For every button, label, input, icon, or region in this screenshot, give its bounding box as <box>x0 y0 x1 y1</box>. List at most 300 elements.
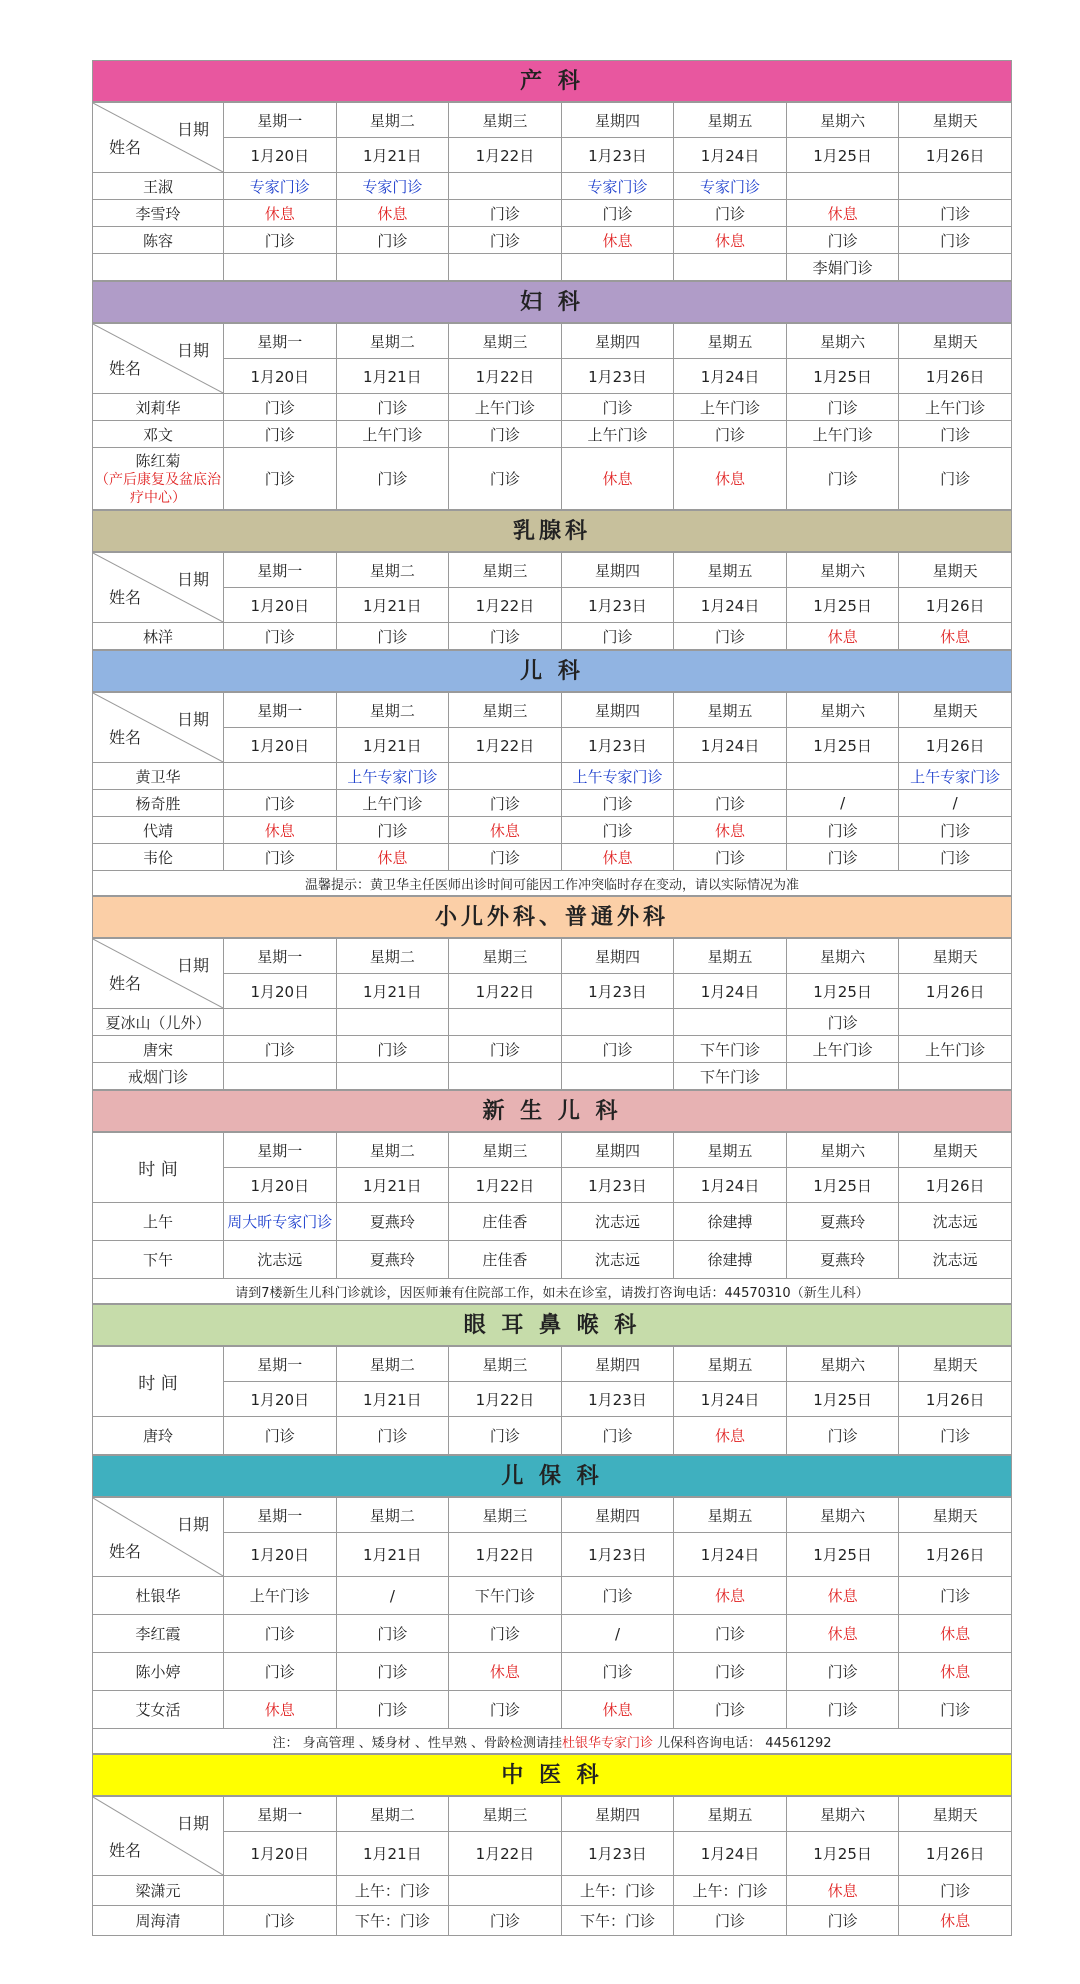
date-cell: 1月23日 <box>561 138 674 173</box>
doctor-name-text: 杜银华 <box>135 1587 181 1605</box>
schedule-cell: 门诊 <box>336 623 449 650</box>
schedule-cell: 休息 <box>786 200 899 227</box>
schedule-cell: 夏燕玲 <box>786 1241 899 1279</box>
schedule-cell: 门诊 <box>224 1417 337 1455</box>
schedule-cell: 门诊 <box>336 1615 449 1653</box>
schedule-cell: 下午门诊 <box>674 1063 787 1090</box>
doctor-name-text: 杨奇胜 <box>135 794 181 813</box>
schedule-cell: / <box>786 790 899 817</box>
schedule-cell: 徐建搏 <box>674 1203 787 1241</box>
section-title: 儿 保 科 <box>92 1455 1012 1497</box>
doctor-row <box>93 763 1012 790</box>
weekday-cell: 星期三 <box>449 1797 562 1832</box>
weekday-cell: 星期一 <box>224 553 337 588</box>
doctor-name <box>93 421 224 448</box>
doctor-name <box>93 763 224 790</box>
date-row <box>93 359 1012 394</box>
date-cell: 1月22日 <box>449 974 562 1009</box>
schedule-cell: 门诊 <box>899 421 1012 448</box>
date-cell: 1月24日 <box>674 1168 787 1203</box>
weekday-cell: 星期三 <box>449 1347 562 1382</box>
weekday-cell: 星期六 <box>786 1498 899 1533</box>
schedule-cell: 门诊 <box>674 844 787 871</box>
doctor-name <box>93 1203 224 1241</box>
doctor-name-text: 戒烟门诊 <box>127 1067 188 1086</box>
schedule-cell: / <box>899 790 1012 817</box>
date-cell: 1月24日 <box>674 974 787 1009</box>
weekday-cell: 星期五 <box>674 553 787 588</box>
section-obstetrics <box>92 60 1012 281</box>
schedule-table <box>92 692 1012 896</box>
schedule-cell <box>561 1009 674 1036</box>
date-cell: 1月26日 <box>899 1533 1012 1577</box>
schedule-cell: 上午门诊 <box>336 421 449 448</box>
date-cell: 1月21日 <box>336 1533 449 1577</box>
schedule-cell: 门诊 <box>786 1009 899 1036</box>
schedule-cell <box>449 763 562 790</box>
schedule-cell <box>224 763 337 790</box>
schedule-cell <box>224 1063 337 1090</box>
weekday-row <box>93 1498 1012 1533</box>
schedule-table <box>92 1497 1012 1754</box>
section-title: 眼 耳 鼻 喉 科 <box>92 1304 1012 1346</box>
weekday-cell: 星期二 <box>336 103 449 138</box>
weekday-row <box>93 693 1012 728</box>
weekday-cell: 星期天 <box>899 693 1012 728</box>
name-label: 姓名 <box>109 588 142 607</box>
schedule-cell: 门诊 <box>786 844 899 871</box>
schedule-cell: 门诊 <box>336 1691 449 1729</box>
schedule-cell: 门诊 <box>449 448 562 510</box>
section-title: 新 生 儿 科 <box>92 1090 1012 1132</box>
schedule-cell: 门诊 <box>674 1691 787 1729</box>
weekday-cell: 星期六 <box>786 324 899 359</box>
section-breast <box>92 510 1012 650</box>
schedule-cell: 沈志远 <box>561 1203 674 1241</box>
schedule-cell: 休息 <box>786 623 899 650</box>
weekday-row <box>93 324 1012 359</box>
schedule-cell: 上午门诊 <box>899 394 1012 421</box>
weekday-cell: 星期天 <box>899 1498 1012 1533</box>
schedule-cell: 沈志远 <box>561 1241 674 1279</box>
date-cell: 1月24日 <box>674 1533 787 1577</box>
corner-cell <box>93 693 224 763</box>
schedule-cell: 休息 <box>786 1615 899 1653</box>
date-cell: 1月26日 <box>899 138 1012 173</box>
section-ent <box>92 1304 1012 1455</box>
doctor-row <box>93 1876 1012 1906</box>
schedule-cell: 门诊 <box>561 1417 674 1455</box>
doctor-name <box>93 1615 224 1653</box>
doctor-row <box>93 1691 1012 1729</box>
schedule-cell: 休息 <box>786 1577 899 1615</box>
doctor-row <box>93 1241 1012 1279</box>
schedule-cell: 徐建搏 <box>674 1241 787 1279</box>
date-cell: 1月22日 <box>449 1832 562 1876</box>
schedule-cell: 门诊 <box>224 421 337 448</box>
doctor-row <box>93 1577 1012 1615</box>
schedule-cell: 门诊 <box>561 790 674 817</box>
weekday-cell: 星期一 <box>224 939 337 974</box>
schedule-cell: 门诊 <box>899 227 1012 254</box>
doctor-name-text: 唐玲 <box>142 1427 173 1445</box>
date-cell: 1月24日 <box>674 138 787 173</box>
schedule-cell: 上午专家门诊 <box>336 763 449 790</box>
schedule-cell <box>449 254 562 281</box>
schedule-cell <box>899 1063 1012 1090</box>
weekday-cell: 星期一 <box>224 1797 337 1832</box>
schedule-table <box>92 1796 1012 1936</box>
schedule-cell: 休息 <box>224 817 337 844</box>
schedule-cell: 休息 <box>674 817 787 844</box>
weekday-cell: 星期一 <box>224 1498 337 1533</box>
weekday-row <box>93 1797 1012 1832</box>
date-cell: 1月20日 <box>224 974 337 1009</box>
date-cell: 1月25日 <box>786 138 899 173</box>
weekday-cell: 星期天 <box>899 1133 1012 1168</box>
schedule-cell: 门诊 <box>786 448 899 510</box>
section-title: 妇 科 <box>92 281 1012 323</box>
name-label: 姓名 <box>109 1542 142 1561</box>
schedule-cell: 门诊 <box>449 200 562 227</box>
weekday-cell: 星期一 <box>224 1133 337 1168</box>
schedule-cell: 上午门诊 <box>561 421 674 448</box>
schedule-cell: 上午门诊 <box>449 394 562 421</box>
weekday-cell: 星期天 <box>899 939 1012 974</box>
weekday-cell: 星期四 <box>561 939 674 974</box>
doctor-name <box>93 1906 224 1936</box>
schedule-cell: 上午门诊 <box>899 1036 1012 1063</box>
date-cell: 1月20日 <box>224 1832 337 1876</box>
weekday-cell: 星期天 <box>899 103 1012 138</box>
schedule-cell: 门诊 <box>336 1653 449 1691</box>
weekday-cell: 星期六 <box>786 693 899 728</box>
schedule-cell: 下午门诊 <box>674 1036 787 1063</box>
date-cell: 1月21日 <box>336 359 449 394</box>
date-cell: 1月26日 <box>899 728 1012 763</box>
doctor-name-text: 陈红菊 <box>135 452 181 470</box>
weekday-cell: 星期一 <box>224 103 337 138</box>
date-cell: 1月22日 <box>449 1382 562 1417</box>
section-title: 小儿外科、普通外科 <box>92 896 1012 938</box>
schedule-cell: 门诊 <box>224 623 337 650</box>
weekday-cell: 星期二 <box>336 1133 449 1168</box>
corner-cell <box>93 1797 224 1876</box>
weekday-cell: 星期四 <box>561 693 674 728</box>
schedule-cell <box>899 173 1012 200</box>
schedule-cell: 休息 <box>449 817 562 844</box>
weekday-row <box>93 553 1012 588</box>
note-text: 温馨提示：黄卫华主任医师出诊时间可能因工作冲突临时存在变动，请以实际情况为准 <box>93 871 1012 896</box>
schedule-cell: 上午专家门诊 <box>899 763 1012 790</box>
doctor-name-text: 艾女活 <box>135 1701 181 1719</box>
date-cell: 1月24日 <box>674 1832 787 1876</box>
section-peds <box>92 650 1012 896</box>
weekday-cell: 星期四 <box>561 324 674 359</box>
schedule-cell <box>336 1063 449 1090</box>
date-cell: 1月25日 <box>786 359 899 394</box>
doctor-name-text: 李红霞 <box>135 1625 181 1643</box>
schedule-cell <box>561 1063 674 1090</box>
schedule-table <box>92 102 1012 281</box>
date-cell: 1月23日 <box>561 359 674 394</box>
doctor-row <box>93 1036 1012 1063</box>
date-cell: 1月21日 <box>336 1382 449 1417</box>
doctor-name-text: 上午 <box>142 1213 173 1231</box>
doctor-name-text: 韦伦 <box>142 848 173 867</box>
schedule-cell: 门诊 <box>224 790 337 817</box>
schedule-cell: / <box>561 1615 674 1653</box>
name-label: 姓名 <box>109 138 142 157</box>
date-cell: 1月23日 <box>561 588 674 623</box>
date-cell: 1月22日 <box>449 728 562 763</box>
doctor-name-text: 刘莉华 <box>135 398 181 417</box>
date-cell: 1月24日 <box>674 359 787 394</box>
doctor-name <box>93 1577 224 1615</box>
date-cell: 1月23日 <box>561 1168 674 1203</box>
date-label: 日期 <box>176 956 209 975</box>
doctor-name <box>93 448 224 510</box>
doctor-name <box>93 1063 224 1090</box>
corner-cell <box>93 553 224 623</box>
weekday-cell: 星期四 <box>561 103 674 138</box>
schedule-cell: 门诊 <box>674 1615 787 1653</box>
date-cell: 1月20日 <box>224 359 337 394</box>
schedule-cell: 门诊 <box>449 844 562 871</box>
doctor-row <box>93 817 1012 844</box>
note-cell <box>93 1729 1012 1754</box>
schedule-cell: 门诊 <box>561 623 674 650</box>
schedule-cell: 沈志远 <box>899 1241 1012 1279</box>
weekday-cell: 星期三 <box>449 103 562 138</box>
doctor-name-text: 代靖 <box>142 821 173 840</box>
schedule-cell: 夏燕玲 <box>336 1241 449 1279</box>
date-row <box>93 1168 1012 1203</box>
date-cell: 1月24日 <box>674 588 787 623</box>
date-cell: 1月25日 <box>786 974 899 1009</box>
date-cell: 1月25日 <box>786 1533 899 1577</box>
doctor-name <box>93 623 224 650</box>
schedule-cell: 上午门诊 <box>224 1577 337 1615</box>
weekday-row <box>93 1347 1012 1382</box>
doctor-name-text: 黄卫华 <box>135 767 181 786</box>
weekday-row <box>93 1133 1012 1168</box>
schedule-cell: 上午门诊 <box>336 790 449 817</box>
corner-cell <box>93 1133 224 1203</box>
schedule-cell: 门诊 <box>224 394 337 421</box>
schedule-cell: 门诊 <box>561 200 674 227</box>
schedule-cell: 门诊 <box>336 817 449 844</box>
schedule-page <box>92 60 1012 1936</box>
doctor-name <box>93 227 224 254</box>
schedule-cell <box>449 1876 562 1906</box>
doctor-name <box>93 844 224 871</box>
section-neonate <box>92 1090 1012 1304</box>
date-cell: 1月26日 <box>899 974 1012 1009</box>
date-cell: 1月21日 <box>336 588 449 623</box>
schedule-cell: 门诊 <box>449 227 562 254</box>
schedule-cell: / <box>336 1577 449 1615</box>
schedule-cell: 休息 <box>899 1653 1012 1691</box>
schedule-cell: 门诊 <box>224 1615 337 1653</box>
schedule-cell <box>224 1009 337 1036</box>
doctor-row <box>93 1063 1012 1090</box>
schedule-cell: 休息 <box>674 227 787 254</box>
date-cell: 1月20日 <box>224 1533 337 1577</box>
doctor-name <box>93 1241 224 1279</box>
doctor-name-text: 梁潇元 <box>135 1882 181 1900</box>
schedule-cell <box>561 254 674 281</box>
weekday-cell: 星期六 <box>786 1133 899 1168</box>
schedule-cell <box>674 763 787 790</box>
date-label: 日期 <box>176 570 209 589</box>
doctor-name-text: 林洋 <box>142 627 173 646</box>
schedule-cell <box>449 1063 562 1090</box>
doctor-name-text: 邓文 <box>142 425 173 444</box>
doctor-row <box>93 1009 1012 1036</box>
weekday-cell: 星期一 <box>224 693 337 728</box>
schedule-cell: 休息 <box>224 200 337 227</box>
doctor-name <box>93 1691 224 1729</box>
corner-cell <box>93 103 224 173</box>
schedule-cell <box>786 763 899 790</box>
schedule-cell: 专家门诊 <box>336 173 449 200</box>
weekday-row <box>93 939 1012 974</box>
date-cell: 1月26日 <box>899 359 1012 394</box>
schedule-cell: 休息 <box>899 1906 1012 1936</box>
date-cell: 1月23日 <box>561 1832 674 1876</box>
schedule-cell: 休息 <box>561 448 674 510</box>
schedule-cell: 休息 <box>336 844 449 871</box>
weekday-cell: 星期四 <box>561 1347 674 1382</box>
weekday-cell: 星期二 <box>336 1498 449 1533</box>
weekday-cell: 星期五 <box>674 939 787 974</box>
schedule-cell: 休息 <box>561 227 674 254</box>
schedule-table <box>92 1132 1012 1304</box>
doctor-row <box>93 421 1012 448</box>
date-row <box>93 1533 1012 1577</box>
schedule-cell <box>786 1063 899 1090</box>
weekday-cell: 星期六 <box>786 103 899 138</box>
doctor-name <box>93 254 224 281</box>
schedule-cell: 门诊 <box>786 394 899 421</box>
weekday-cell: 星期天 <box>899 1347 1012 1382</box>
doctor-row <box>93 173 1012 200</box>
doctor-name <box>93 394 224 421</box>
schedule-cell: 门诊 <box>899 1417 1012 1455</box>
schedule-cell <box>449 1009 562 1036</box>
schedule-cell: 专家门诊 <box>561 173 674 200</box>
schedule-cell: 门诊 <box>899 817 1012 844</box>
name-label: 姓名 <box>109 728 142 747</box>
doctor-row <box>93 254 1012 281</box>
date-cell: 1月22日 <box>449 1533 562 1577</box>
date-cell: 1月22日 <box>449 138 562 173</box>
doctor-row <box>93 844 1012 871</box>
doctor-row <box>93 394 1012 421</box>
section-title: 儿 科 <box>92 650 1012 692</box>
schedule-cell: 上午：门诊 <box>336 1876 449 1906</box>
schedule-cell: 门诊 <box>336 227 449 254</box>
date-cell: 1月21日 <box>336 138 449 173</box>
schedule-cell: 夏燕玲 <box>336 1203 449 1241</box>
schedule-cell: 门诊 <box>674 623 787 650</box>
date-cell: 1月25日 <box>786 588 899 623</box>
weekday-cell: 星期六 <box>786 1797 899 1832</box>
name-label: 姓名 <box>109 974 142 993</box>
schedule-table <box>92 938 1012 1090</box>
corner-cell <box>93 324 224 394</box>
corner-cell <box>93 1498 224 1577</box>
note-highlight: 杜银华专家门诊 <box>562 1735 654 1751</box>
section-title: 乳腺科 <box>92 510 1012 552</box>
date-cell: 1月26日 <box>899 588 1012 623</box>
date-cell: 1月23日 <box>561 1533 674 1577</box>
schedule-cell: 休息 <box>561 1691 674 1729</box>
weekday-cell: 星期六 <box>786 1347 899 1382</box>
schedule-cell: 门诊 <box>449 623 562 650</box>
schedule-cell: 门诊 <box>224 227 337 254</box>
schedule-cell: 门诊 <box>561 817 674 844</box>
schedule-cell <box>224 254 337 281</box>
note-phone: 儿保科咨询电话： 44561292 <box>653 1735 832 1751</box>
note-text: 请到7楼新生儿科门诊就诊，因医师兼有住院部工作，如未在诊室，请拨打咨询电话：44570310（新生儿科） <box>93 1279 1012 1304</box>
weekday-cell: 星期三 <box>449 324 562 359</box>
weekday-cell: 星期天 <box>899 324 1012 359</box>
weekday-cell: 星期四 <box>561 1133 674 1168</box>
weekday-cell: 星期二 <box>336 1347 449 1382</box>
schedule-table <box>92 552 1012 650</box>
date-cell: 1月26日 <box>899 1382 1012 1417</box>
section-gyn <box>92 281 1012 510</box>
doctor-name-text: 唐宋 <box>142 1040 173 1059</box>
schedule-cell: 门诊 <box>336 394 449 421</box>
schedule-cell <box>899 254 1012 281</box>
schedule-cell: 沈志远 <box>899 1203 1012 1241</box>
doctor-name-text: 周海清 <box>135 1912 181 1930</box>
doctor-name <box>93 790 224 817</box>
note-text: 注： 身高管理 、矮身材 、性早熟 、骨龄检测请挂 <box>272 1735 563 1751</box>
schedule-cell <box>674 1009 787 1036</box>
schedule-cell: 门诊 <box>786 1691 899 1729</box>
schedule-cell: 专家门诊 <box>674 173 787 200</box>
weekday-cell: 星期五 <box>674 1797 787 1832</box>
schedule-cell: 门诊 <box>674 1653 787 1691</box>
doctor-name <box>93 1036 224 1063</box>
schedule-cell: 沈志远 <box>224 1241 337 1279</box>
schedule-cell: 门诊 <box>449 1906 562 1936</box>
date-cell: 1月20日 <box>224 588 337 623</box>
doctor-row <box>93 623 1012 650</box>
doctor-row <box>93 227 1012 254</box>
schedule-cell: 庄佳香 <box>449 1203 562 1241</box>
schedule-cell: 门诊 <box>786 227 899 254</box>
note-row <box>93 871 1012 896</box>
schedule-cell: 休息 <box>899 1615 1012 1653</box>
schedule-cell: 休息 <box>674 448 787 510</box>
schedule-cell: 门诊 <box>899 1876 1012 1906</box>
schedule-cell: 上午门诊 <box>786 421 899 448</box>
schedule-cell: 下午门诊 <box>449 1577 562 1615</box>
section-title: 中 医 科 <box>92 1754 1012 1796</box>
doctor-subtitle: （产后康复及盆底治疗中心） <box>95 472 221 506</box>
schedule-cell: 门诊 <box>336 1417 449 1455</box>
date-cell: 1月23日 <box>561 1382 674 1417</box>
time-label: 时 间 <box>138 1160 178 1180</box>
schedule-cell: 上午门诊 <box>674 394 787 421</box>
schedule-cell: 门诊 <box>674 1906 787 1936</box>
date-cell: 1月24日 <box>674 1382 787 1417</box>
